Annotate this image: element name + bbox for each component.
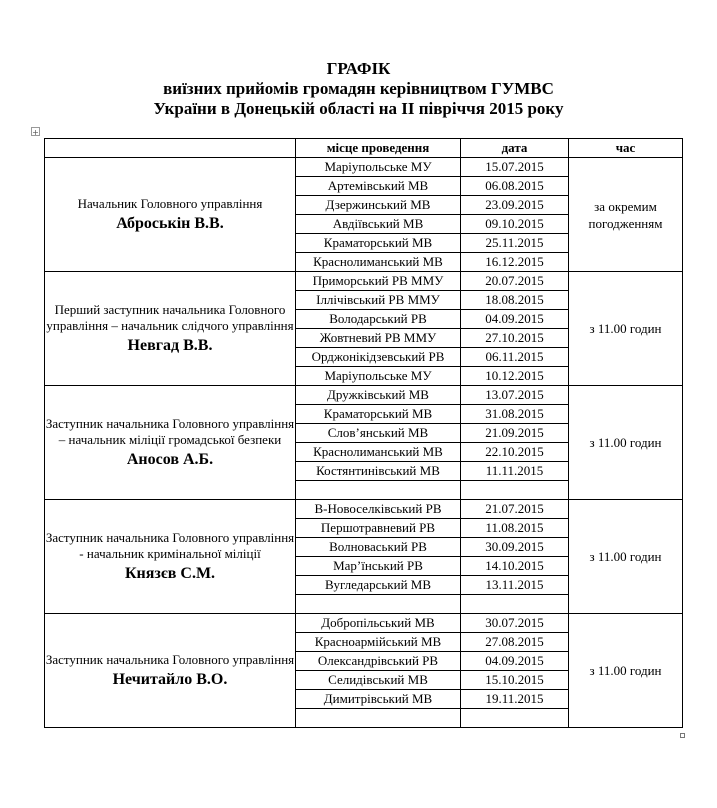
place-cell: В-Новоселківський РВ — [296, 500, 461, 519]
place-cell: Маріупольське МУ — [296, 158, 461, 177]
date-cell: 22.10.2015 — [461, 443, 569, 462]
place-cell: Краматорський МВ — [296, 405, 461, 424]
place-cell: Іллічівський РВ ММУ — [296, 291, 461, 310]
place-cell: Першотравневий РВ — [296, 519, 461, 538]
date-cell: 31.08.2015 — [461, 405, 569, 424]
place-cell: Краснолиманський МВ — [296, 443, 461, 462]
date-cell: 15.07.2015 — [461, 158, 569, 177]
date-cell: 23.09.2015 — [461, 196, 569, 215]
table-move-handle-icon[interactable]: + — [32, 128, 39, 137]
date-cell: 04.09.2015 — [461, 652, 569, 671]
date-cell: 21.09.2015 — [461, 424, 569, 443]
place-cell: Селидівський МВ — [296, 671, 461, 690]
time-cell: за окремим погодженням — [569, 158, 683, 272]
table-row — [45, 272, 683, 291]
title-line-1: ГРАФІК — [326, 59, 391, 78]
place-cell — [296, 481, 461, 500]
table-row — [45, 500, 683, 519]
place-cell: Костянтинівський МВ — [296, 462, 461, 481]
date-cell: 13.07.2015 — [461, 386, 569, 405]
official-position: Заступник начальника Головного управління – начальник міліції громадської безпеки — [45, 415, 295, 447]
place-cell: Краматорський МВ — [296, 234, 461, 253]
official-cell — [45, 614, 296, 728]
official-name: Князєв С.М. — [124, 564, 216, 582]
title-line-2: виїзних прийомів громадян керівництвом ГУМВС — [163, 79, 554, 98]
place-cell: Олександрівський РВ — [296, 652, 461, 671]
official-position: Начальник Головного управління — [77, 195, 263, 211]
date-cell: 06.08.2015 — [461, 177, 569, 196]
official-position: Заступник начальника Головного управління — [45, 651, 295, 667]
official-position: Заступник начальника Головного управління - начальник кримінальної міліції — [45, 529, 295, 561]
date-cell: 06.11.2015 — [461, 348, 569, 367]
official-cell — [45, 386, 296, 500]
official-name: Невгад В.В. — [127, 336, 213, 354]
date-cell: 19.11.2015 — [461, 690, 569, 709]
official-name: Нечитайло В.О. — [112, 670, 228, 688]
place-cell: Жовтневий РВ ММУ — [296, 329, 461, 348]
official-name: Аброськін В.В. — [116, 214, 224, 232]
date-cell: 30.07.2015 — [461, 614, 569, 633]
date-cell: 15.10.2015 — [461, 671, 569, 690]
date-cell: 30.09.2015 — [461, 538, 569, 557]
place-cell: Слов’янський МВ — [296, 424, 461, 443]
official-position: Перший заступник начальника Головного управління – начальник слідчого управління — [46, 301, 294, 333]
official-name: Аносов А.Б. — [126, 450, 214, 468]
place-cell: Володарський РВ — [296, 310, 461, 329]
time-cell: з 11.00 годин — [569, 272, 683, 386]
place-cell: Орджонікідзевський РВ — [296, 348, 461, 367]
place-cell: Дружківський МВ — [296, 386, 461, 405]
date-cell: 11.08.2015 — [461, 519, 569, 538]
header-row — [45, 139, 683, 158]
schedule-table — [44, 138, 683, 728]
title-line-3: України в Донецькій області на ІІ півріччя 2015 року — [153, 99, 564, 118]
place-cell: Красноармійський МВ — [296, 633, 461, 652]
place-cell — [296, 709, 461, 728]
schedule-body — [45, 158, 683, 728]
date-cell: 04.09.2015 — [461, 310, 569, 329]
time-cell: з 11.00 годин — [569, 386, 683, 500]
date-cell: 13.11.2015 — [461, 576, 569, 595]
date-cell: 27.10.2015 — [461, 329, 569, 348]
place-cell: Авдіївський МВ — [296, 215, 461, 234]
place-cell: Приморський РВ ММУ — [296, 272, 461, 291]
date-cell: 11.11.2015 — [461, 462, 569, 481]
table-row — [45, 158, 683, 177]
header-date: дата — [461, 139, 569, 158]
date-cell: 21.07.2015 — [461, 500, 569, 519]
header-position — [45, 139, 296, 158]
time-cell: з 11.00 годин — [569, 614, 683, 728]
place-cell: Дзержинський МВ — [296, 196, 461, 215]
table-row — [45, 614, 683, 633]
place-cell: Вугледарський МВ — [296, 576, 461, 595]
place-cell: Маріупольське МУ — [296, 367, 461, 386]
time-cell: з 11.00 годин — [569, 500, 683, 614]
official-cell — [45, 272, 296, 386]
place-cell: Краснолиманський МВ — [296, 253, 461, 272]
place-cell: Добропільський МВ — [296, 614, 461, 633]
place-cell: Артемівський МВ — [296, 177, 461, 196]
date-cell: 09.10.2015 — [461, 215, 569, 234]
header-place: місце проведення — [296, 139, 461, 158]
place-cell: Мар’їнський РВ — [296, 557, 461, 576]
official-cell — [45, 158, 296, 272]
date-cell: 20.07.2015 — [461, 272, 569, 291]
place-cell — [296, 595, 461, 614]
date-cell: 16.12.2015 — [461, 253, 569, 272]
date-cell: 18.08.2015 — [461, 291, 569, 310]
date-cell — [461, 481, 569, 500]
date-cell: 10.12.2015 — [461, 367, 569, 386]
place-cell: Димитрівський МВ — [296, 690, 461, 709]
document-title — [0, 58, 717, 119]
date-cell: 27.08.2015 — [461, 633, 569, 652]
date-cell: 14.10.2015 — [461, 557, 569, 576]
table-resize-handle-icon[interactable] — [680, 733, 685, 738]
date-cell — [461, 709, 569, 728]
table-row — [45, 386, 683, 405]
official-cell — [45, 500, 296, 614]
date-cell: 25.11.2015 — [461, 234, 569, 253]
place-cell: Волноваський РВ — [296, 538, 461, 557]
date-cell — [461, 595, 569, 614]
header-time: час — [569, 139, 683, 158]
